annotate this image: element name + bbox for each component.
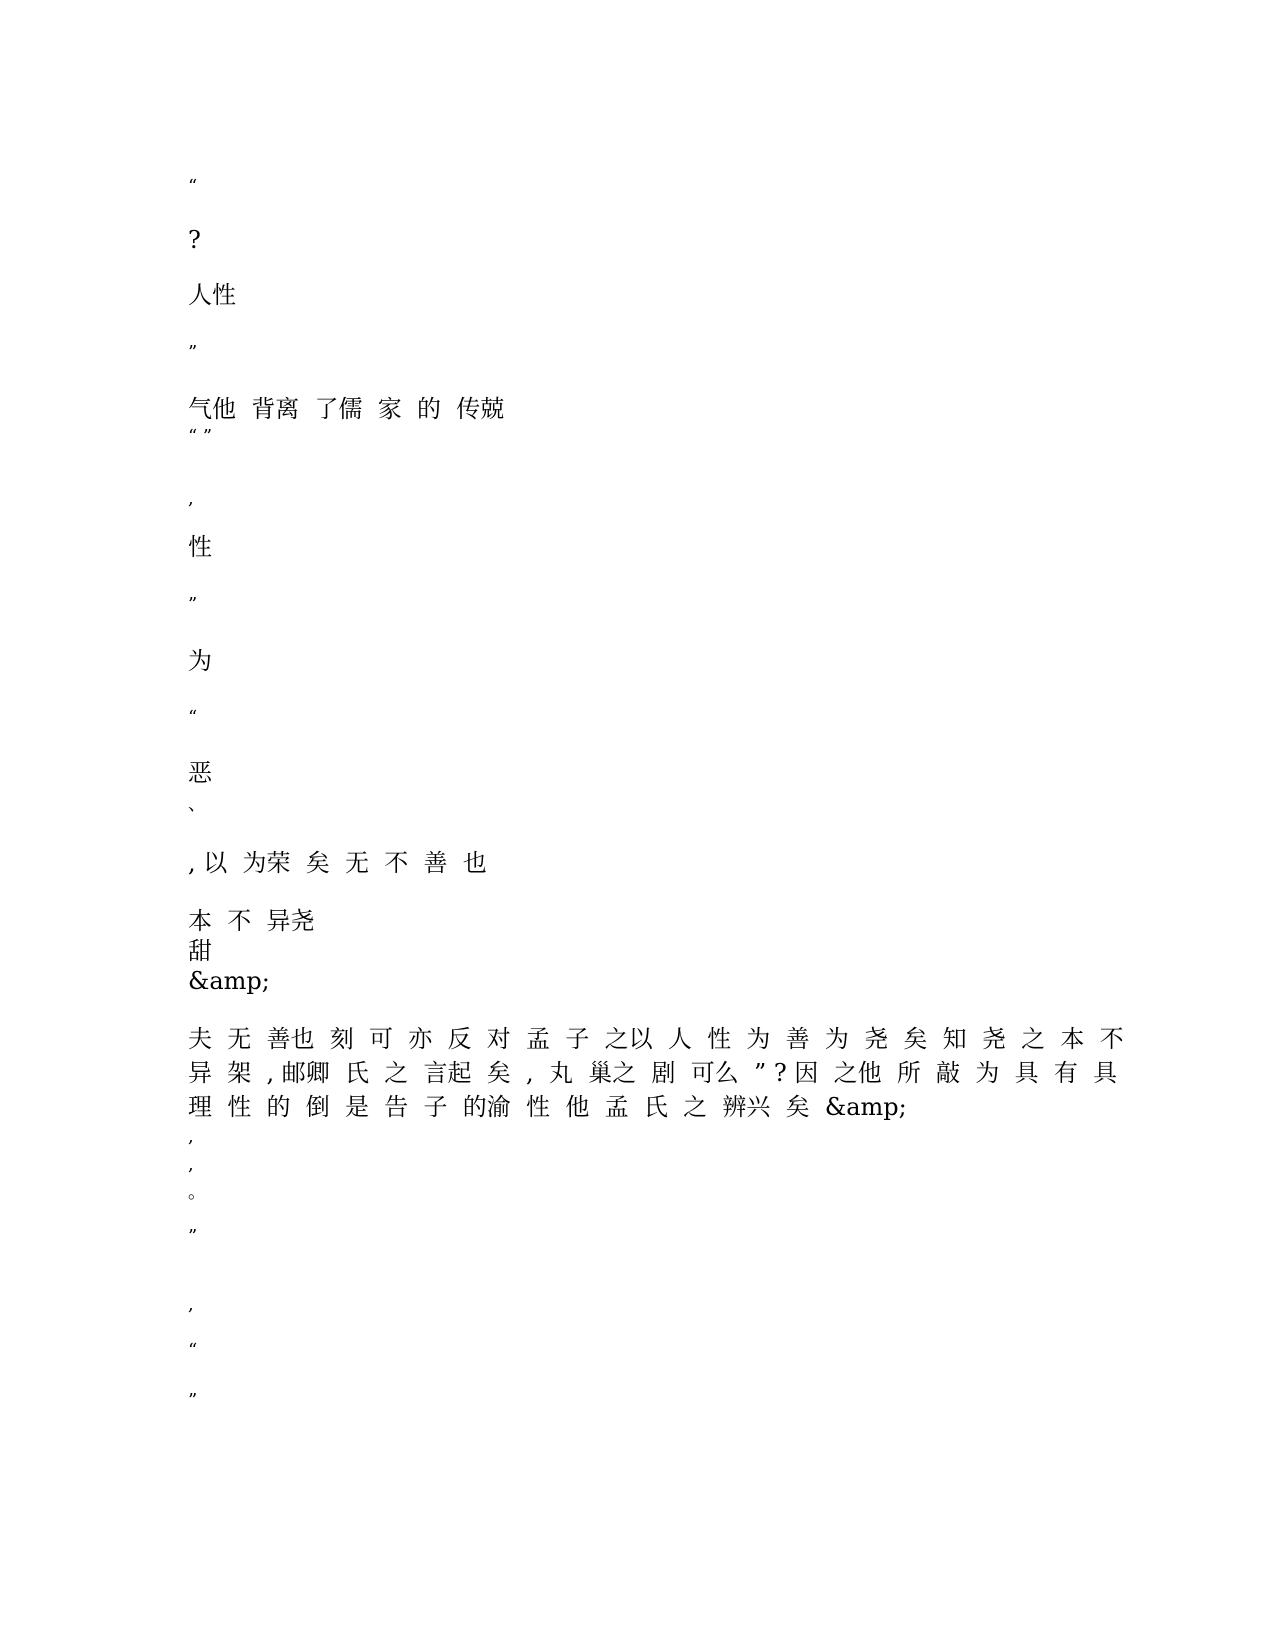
text-line: “: [188, 176, 198, 197]
text-line: ,: [188, 1154, 194, 1175]
text-line: ?: [188, 226, 201, 254]
text-line: ”: [188, 342, 198, 363]
text-line: “: [188, 1340, 198, 1361]
text-line: 、: [188, 794, 206, 815]
text-line: ,: [188, 1294, 194, 1315]
paragraph-line: 理 性 的 倒 是 告 子 的渝 性 他 孟 氏 之 辨兴 矣 &amp;: [188, 1093, 907, 1121]
paragraph-line: 异 架 , 邮卿 氏 之 言起 矣 , 丸 巢之 剧 可么 ” ? 因 之他 所 敲 为 具 有 具: [188, 1059, 1118, 1087]
text-line: ”: [188, 594, 198, 615]
text-line: ,: [188, 1126, 194, 1147]
text-line: “: [188, 707, 198, 728]
text-line: 性: [188, 533, 212, 561]
text-line: ,: [188, 488, 194, 509]
text-line: 气他 背离 了儒 家 的 传兢: [188, 395, 505, 423]
text-line: “ ”: [188, 426, 213, 447]
text-line: 人性: [188, 281, 236, 309]
text-line: 恶: [188, 759, 212, 787]
text-line: , 以 为荣 矣 无 不 善 也: [188, 849, 487, 877]
paragraph-line: 夫 无 善也 刻 可 亦 反 对 孟 子 之以 人 性 为 善 为 尧 矣 知 尧 之 本 不: [188, 1025, 1124, 1053]
text-line: 。: [188, 1182, 206, 1203]
text-line: ”: [188, 1390, 198, 1411]
text-line: &amp;: [188, 967, 270, 995]
text-line: 甜: [188, 937, 212, 965]
text-line: 本 不 异尧: [188, 907, 315, 935]
text-line: 为: [188, 647, 212, 675]
text-line: ”: [188, 1226, 198, 1247]
